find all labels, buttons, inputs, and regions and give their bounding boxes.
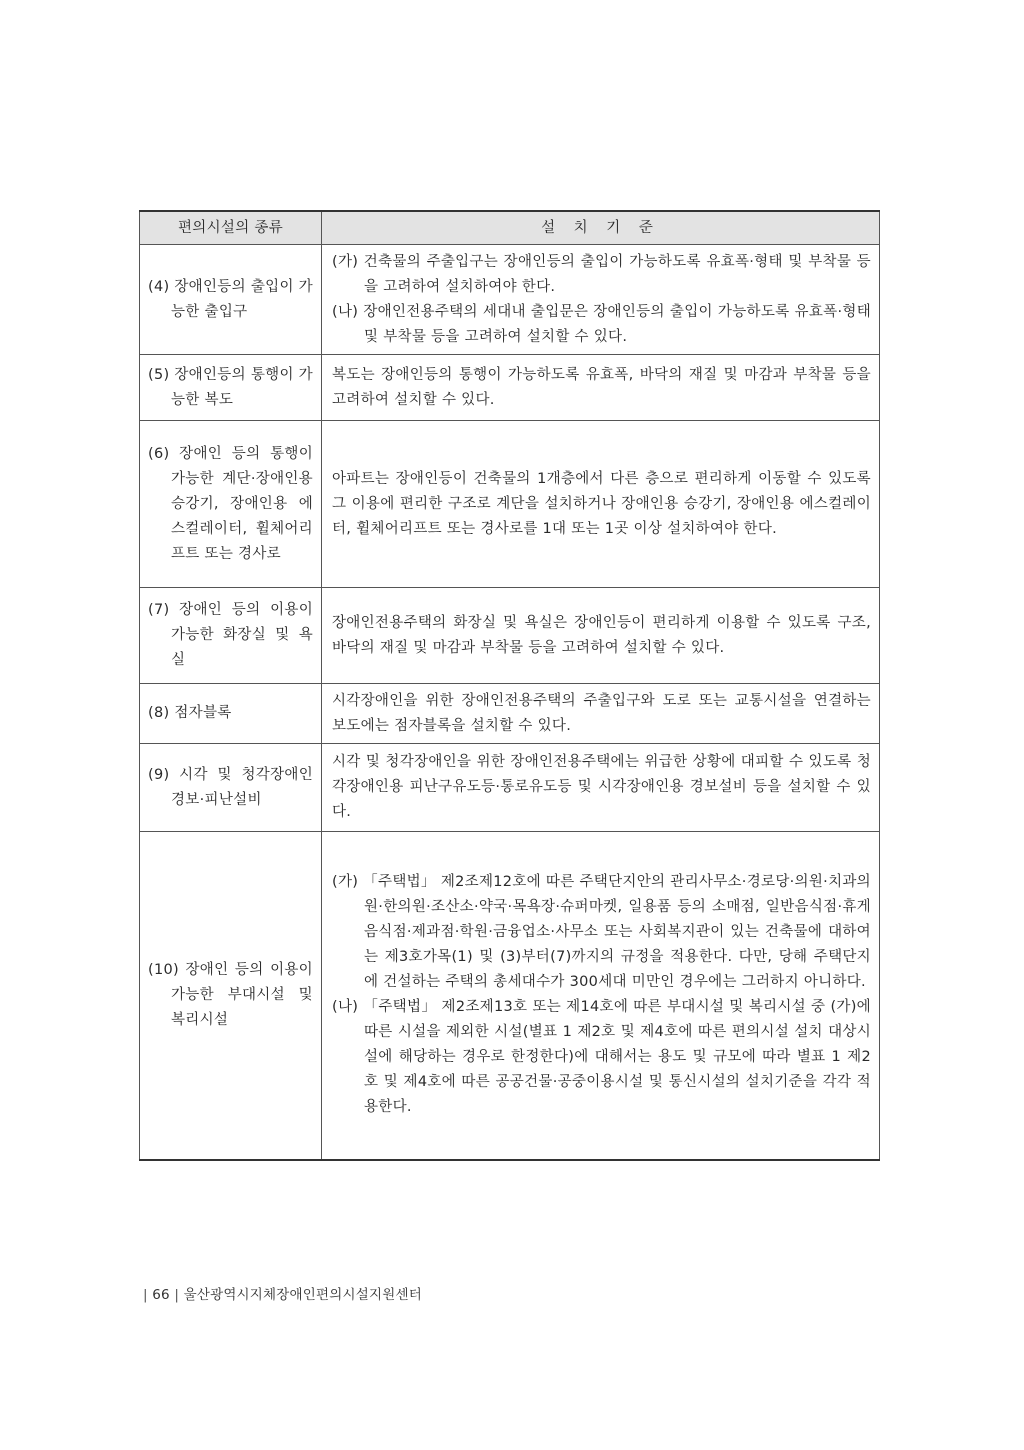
row-criteria: 시각 및 청각장애인을 위한 장애인전용주택에는 위급한 상황에 대피할 수 있도록 청각장애인용 피난구유도등·통로유도등 및 시각장애인용 경보설비 등을 설치할 수 있다. — [322, 744, 880, 832]
row-category: (6) 장애인 등의 통행이 가능한 계단·장애인용 승강기, 장애인용 에스컬레이터, 휠체어리프트 또는 경사로 — [148, 445, 313, 562]
header-installation-criteria: 설 치 기 준 — [322, 211, 880, 245]
criteria-item: (가) 「주택법」 제2조제12호에 따른 주택단지안의 관리사무소·경로당·의원·치과의원·한의원·조산소·약국·목욕장·슈퍼마켓, 일용품 등의 소매점, 일반음식점·휴게음식점·제과점·학원·금융업소·사무소 또는 사회복지관이 있는 건축물에 대하여는 제3호가목(1) 및 (3)부터(7)까지의 규정을 적용한다. 다만, 당해 주택단지에 건설하는 주택의 총세대수가 300세대 미만인 경우에는 그러하지 아니하다. — [332, 874, 871, 991]
row-category: (5) 장애인등의 통행이 가능한 복도 — [148, 366, 313, 408]
row-criteria: 장애인전용주택의 화장실 및 욕실은 장애인등이 편리하게 이용할 수 있도록 구조, 바닥의 재질 및 마감과 부착물 등을 고려하여 설치할 수 있다. — [322, 588, 880, 684]
page-number: 66 — [152, 1287, 170, 1303]
row-criteria: 복도는 장애인등의 통행이 가능하도록 유효폭, 바닥의 재질 및 마감과 부착물 등을 고려하여 설치할 수 있다. — [322, 355, 880, 421]
standards-table — [139, 210, 880, 1161]
footer-divider: | — [174, 1287, 180, 1303]
row-category-cell — [140, 245, 322, 355]
row-category-cell — [140, 588, 322, 684]
row-category-cell — [140, 744, 322, 832]
row-criteria-cell — [322, 832, 880, 1160]
table-row — [140, 588, 880, 684]
row-category: (8) 점자블록 — [148, 705, 232, 721]
row-category-cell — [140, 684, 322, 744]
footer-organization: 울산광역시지체장애인편의시설지원센터 — [183, 1287, 422, 1303]
row-category-cell — [140, 421, 322, 588]
table-row — [140, 355, 880, 421]
row-criteria-cell — [322, 245, 880, 355]
row-category: (4) 장애인등의 출입이 가능한 출입구 — [148, 278, 313, 320]
row-category: (9) 시각 및 청각장애인 경보·피난설비 — [148, 766, 313, 808]
page-footer — [143, 1283, 422, 1303]
header-facility-type: 편의시설의 종류 — [140, 211, 322, 245]
criteria-item: (나) 「주택법」 제2조제13호 또는 제14호에 따른 부대시설 및 복리시설 중 (가)에 따른 시설을 제외한 시설(별표 1 제2호 및 제4호에 따른 편의시설 설치 대상시설에 해당하는 경우로 한정한다)에 대해서는 용도 및 규모에 따라 별표 1 제2호 및 제4호에 따른 공공건물·공중이용시설 및 통신시설의 설치기준을 각각 적용한다. — [332, 999, 871, 1116]
criteria-item: (가) 건축물의 주출입구는 장애인등의 출입이 가능하도록 유효폭·형태 및 부착물 등을 고려하여 설치하여야 한다. — [332, 253, 871, 295]
row-criteria: 시각장애인을 위한 장애인전용주택의 주출입구와 도로 또는 교통시설을 연결하는 보도에는 점자블록을 설치할 수 있다. — [322, 684, 880, 744]
table-row — [140, 421, 880, 588]
table-row — [140, 744, 880, 832]
criteria-item: (나) 장애인전용주택의 세대내 출입문은 장애인등의 출입이 가능하도록 유효폭·형태 및 부착물 등을 고려하여 설치할 수 있다. — [332, 303, 871, 345]
footer-divider: | — [143, 1287, 148, 1303]
row-category-cell — [140, 355, 322, 421]
row-category-cell — [140, 832, 322, 1160]
row-category: (7) 장애인 등의 이용이 가능한 화장실 및 욕실 — [148, 602, 313, 668]
table-row — [140, 832, 880, 1160]
table-row — [140, 684, 880, 744]
table-row — [140, 245, 880, 355]
row-criteria: 아파트는 장애인등이 건축물의 1개층에서 다른 층으로 편리하게 이동할 수 있도록 그 이용에 편리한 구조로 계단을 설치하거나 장애인용 승강기, 장애인용 에스컬레이터, 휠체어리프트 또는 경사로를 1대 또는 1곳 이상 설치하여야 한다. — [322, 421, 880, 588]
row-category: (10) 장애인 등의 이용이 가능한 부대시설 및 복리시설 — [148, 961, 313, 1028]
table-header-row — [140, 211, 880, 245]
